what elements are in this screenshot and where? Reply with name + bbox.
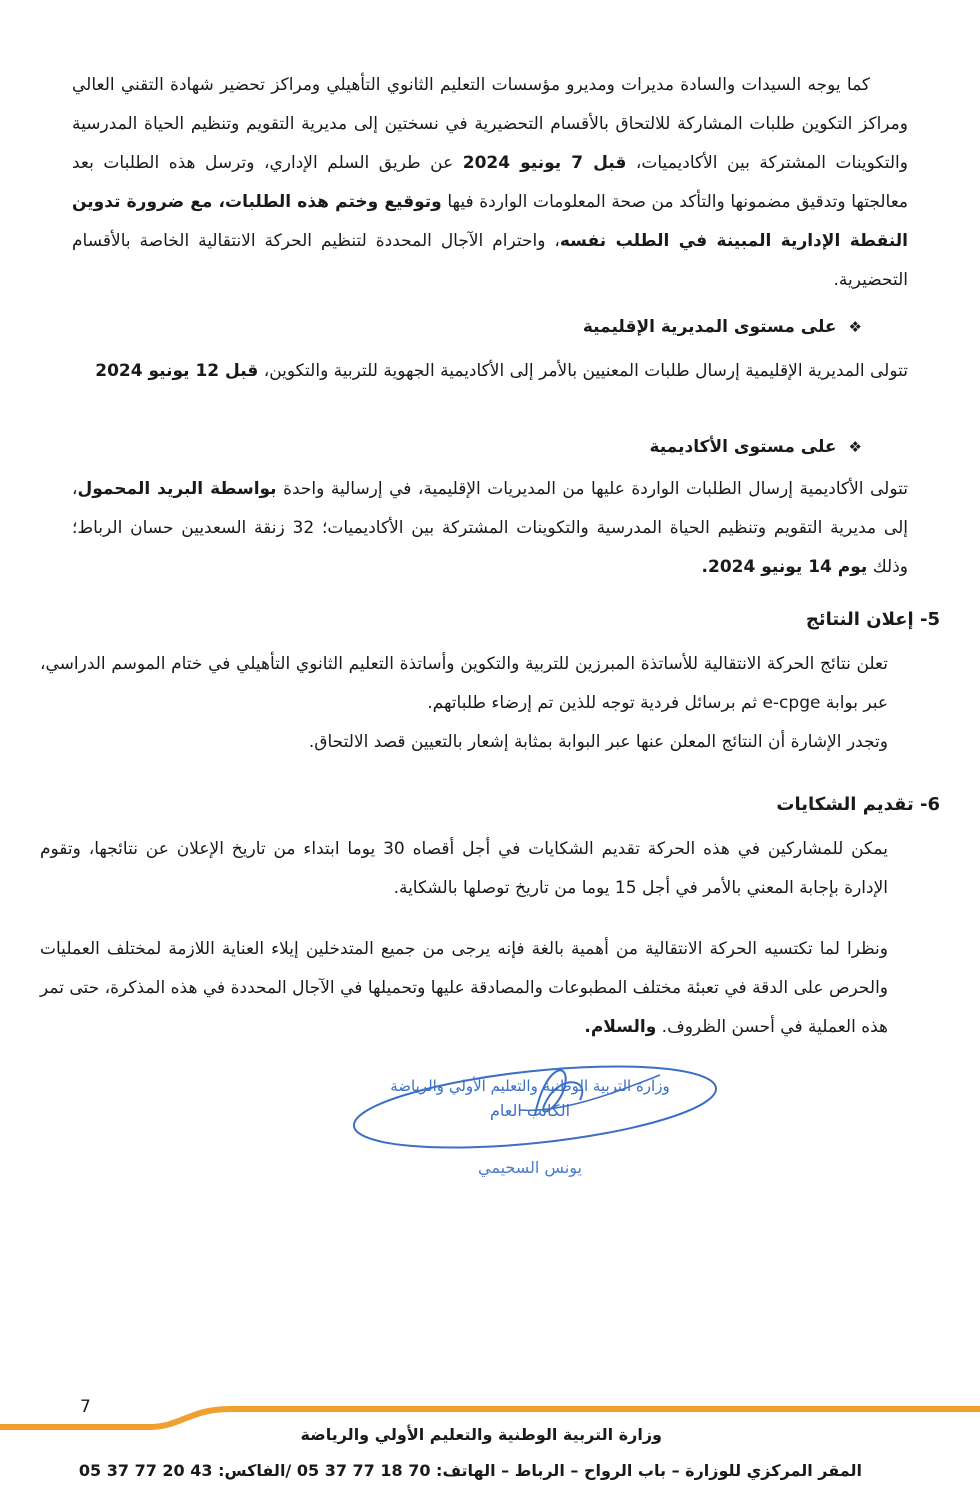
intro-text-3: ، واحترام الآجال المحددة لتنظيم الحركة الانتقالية الخاصة بالأقسام التحضيرية.	[72, 231, 908, 290]
signature-ministry: وزارة التربية الوطنية والتعليم الأولي والرياضة	[390, 1077, 670, 1095]
footer-ministry-name: وزارة التربية الوطنية والتعليم الأولي والرياضة	[300, 1425, 662, 1444]
diamond-bullet-icon: ❖	[848, 438, 862, 456]
section-5-heading: 5- إعلان النتائج	[805, 609, 940, 630]
academy-mail-method: بواسطة البريد المحمول	[77, 479, 277, 499]
diamond-bullet-icon: ❖	[848, 318, 862, 336]
section-5-paragraph-2: وتجدر الإشارة أن النتائج المعلن عنها عبر البوابة بمثابة إشعار بالتعيين قصد الالتحاق.	[308, 732, 888, 752]
closing-text: ونظرا لما تكتسيه الحركة الانتقالية من أهمية بالغة فإنه يرجى من جميع المتدخلين إيلاء العناية اللازمة لمختلف العمليات والحرص على الدقة في تعبئة مختلف المطبوعات والمصادقة عليها وتحميلها في الآجال المحددة في هذه المذكرة، حتى تمر هذه العملية في أحسن الظروف.	[40, 939, 888, 1037]
academy-heading: ❖على مستوى الأكاديمية	[649, 437, 862, 457]
intro-paragraph	[72, 66, 908, 300]
signature-role: الكاتب العام	[489, 1101, 571, 1120]
intro-text-2: عن طريق السلم الإداري، وترسل هذه الطلبات بعد معالجتها وتدقيق مضمونها والتأكد من صحة المعلومات الواردة فيها	[72, 153, 908, 212]
footer-address: المقر المركزي للوزارة – باب الرواح – الرباط – الهاتف: 70 18 77 37 05 /الفاكس: 43 20 77 37 05	[78, 1461, 862, 1480]
section-5-paragraph-1: تعلن نتائج الحركة الانتقالية للأساتذة المبرزين للتربية والتكوين وأساتذة التعليم الثانوي التأهيلي في ختام الموسم الدراسي، عبر بوابة e-cpge ثم برسائل فردية توجه للذين تم إرضاء طلباتهم.	[40, 654, 888, 713]
signatory-name: يونس السحيمي	[478, 1158, 582, 1177]
directorate-deadline: قبل 12 يونيو 2024	[95, 361, 259, 381]
section-6-paragraph: يمكن للمشاركين في هذه الحركة تقديم الشكايات في أجل أقصاه 30 يوما ابتداء من تاريخ الإعلان عن نتائجها، وتقوم الإدارة بإجابة المعني بالأمر في أجل 15 يوما من تاريخ توصلها بالشكاية.	[40, 839, 888, 898]
intro-emphasis: وتوقيع وختم هذه الطلبات، مع ضرورة تدوين النقطة الإدارية المبينة في الطلب نفسه	[72, 192, 908, 251]
signature-stamp	[330, 1055, 730, 1205]
academy-text-2: ، إلى مديرية التقويم وتنظيم الحياة المدرسية والتكوينات المشتركة بين الأكاديميات؛ 32 زنقة السعديين حسان الرباط؛ وذلك	[72, 479, 908, 577]
directorate-paragraph	[72, 352, 908, 391]
closing-salutation: والسلام.	[584, 1017, 657, 1037]
academy-paragraph	[72, 470, 908, 587]
academy-text-1: تتولى الأكاديمية إرسال الطلبات الواردة عليها من المديريات الإقليمية، في إرسالية واحدة	[276, 479, 908, 499]
section-6-heading: 6- تقديم الشكايات	[776, 794, 940, 815]
directorate-heading: ❖على مستوى المديرية الإقليمية	[582, 317, 862, 337]
directorate-text: تتولى المديرية الإقليمية إرسال طلبات المعنيين بالأمر إلى الأكاديمية الجهوية للتربية والتكوين،	[258, 361, 908, 381]
intro-text-1: كما يوجه السيدات والسادة مديرات ومديرو مؤسسات التعليم الثانوي التأهيلي ومراكز تحضير شهادة التقني العالي ومراكز التكوين طلبات المشاركة للالتحاق بالأقسام التحضيرية في نسختين إلى مديرية التقويم وتنظيم الحياة المدرسية والتكوينات المشتركة بين الأكاديميات،	[72, 75, 908, 173]
closing-paragraph	[40, 930, 888, 1047]
page-number: 7	[80, 1397, 91, 1417]
academy-deadline: يوم 14 يونيو 2024.	[701, 557, 868, 577]
intro-deadline: قبل 7 يونيو 2024	[462, 153, 627, 173]
